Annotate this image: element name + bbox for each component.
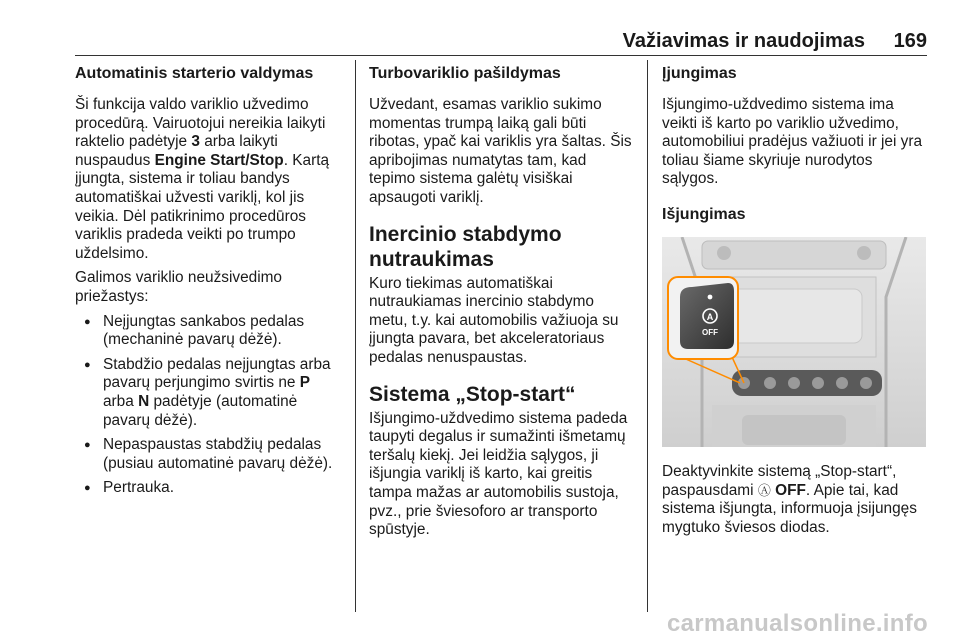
- bold-run: 3: [191, 133, 200, 151]
- paragraph-turbo-warmup: Užvedant, esamas variklio sukimo momentas trumpą laiką gali būti ribotas, ypač kai variklis yra šaltas. Šis apribojimas numatytas tam, kad tepimo sistema galėtų visiškai apsaugoti variklį.: [369, 96, 632, 206]
- paragraph-failure-causes: Galimos variklio neužsivedimo priežastys:: [75, 269, 282, 305]
- page-number: 169: [893, 30, 927, 52]
- list-item: [75, 356, 345, 430]
- text-run: arba laikyti nuspaudus: [75, 133, 278, 169]
- text-run: padėtyje (automatinė pavarų dėžė).: [103, 392, 298, 429]
- column-divider-1: [355, 60, 356, 612]
- text-run: Ši funkcija valdo variklio užvedimo procedūrą. Vairuotojui nereikia laikyti raktelio padėtyje: [75, 96, 326, 151]
- stop-start-button-photo: [662, 237, 926, 447]
- column-3: [662, 64, 928, 543]
- paragraph-stop-start: Išjungimo-uždvedimo sistema padeda taupyti degalus ir sumažinti išmetamų teršalų kiekį. Jei leidžia sąlygos, ji išjungia variklį iš karto, kai greitis tampa mažas ar automobilis sustoja, pvz., prie šviesoforo ar transporto spūstyje.: [369, 409, 628, 539]
- paragraph-fuel-cutoff: Kuro tiekimas automatiškai nutraukiamas inercinio stabdymo metu, t.y. kai automobilis važiuoja su įjungta pavara, bet akceleratoriaus pedalas nenuspaustas.: [369, 274, 619, 366]
- heading-deactivation: Išjungimas: [662, 205, 746, 223]
- bold-run: N: [138, 392, 150, 410]
- list-item: ● Nepaspaustas stabdžių pedalas (pusiau automatinė pavarų dėžė).: [75, 436, 345, 473]
- column-divider-2: [647, 60, 648, 612]
- svg-text:A: A: [706, 311, 714, 322]
- heading-turbo-warmup: Turbovariklio pašildymas: [369, 65, 561, 82]
- column-1: [75, 64, 345, 504]
- paragraph-automatic-starter: [75, 96, 345, 263]
- failure-causes-list: [75, 313, 345, 498]
- text-run: . Kartą įjungta, sistema ir toliau bandys automatiškai užvesti variklį, kol jis veikia. Dėl patikrinimo procedūros variklis pradeda veikti po trumpo uždelsimo.: [75, 151, 330, 262]
- bold-run: P: [299, 374, 311, 392]
- heading-fuel-cutoff: Inercinio stabdymo nutraukimas: [369, 222, 562, 271]
- paragraph-activation: Išjungimo-uždvedimo sistema ima veikti iš karto po variklio užvedimo, automobiliui pradėjus važiuoti ir jei yra toliau šiame skyriuje nurodytos sąlygos.: [662, 96, 923, 188]
- text-run: Stabdžio pedalas neįjungtas arba pavarų perjungimo svirtis ne: [103, 355, 331, 392]
- bold-run: OFF: [775, 481, 806, 499]
- list-item: ● Pertrauka.: [75, 479, 345, 498]
- auto-stop-icon: Ⓐ: [757, 482, 771, 498]
- text-run: . Apie tai, kad sistema išjungta, informuoja įsijungęs mygtuko šviesos diodas.: [662, 481, 917, 536]
- heading-activation: Įjungimas: [662, 65, 737, 82]
- bold-run: Engine Start/Stop: [154, 151, 284, 169]
- heading-automatic-starter: Automatinis starterio valdymas: [75, 65, 314, 82]
- text-run: Deaktyvinkite sistemą „Stop-start“, paspausdami: [662, 462, 897, 499]
- text-run: arba: [103, 392, 139, 410]
- column-2: [369, 64, 633, 546]
- button-off-label: OFF: [702, 327, 718, 337]
- heading-stop-start: Sistema „Stop-start“: [369, 382, 576, 406]
- center-console-illustration: [662, 237, 926, 447]
- list-item: ● Neįjungtas sankabos pedalas (mechaninė pavarų dėžė).: [75, 313, 345, 350]
- paragraph-deactivation: [662, 463, 928, 537]
- page-title: Važiavimas ir naudojimas: [622, 30, 865, 52]
- watermark: carmanualsonline.info: [666, 610, 928, 637]
- header-rule: [75, 55, 927, 56]
